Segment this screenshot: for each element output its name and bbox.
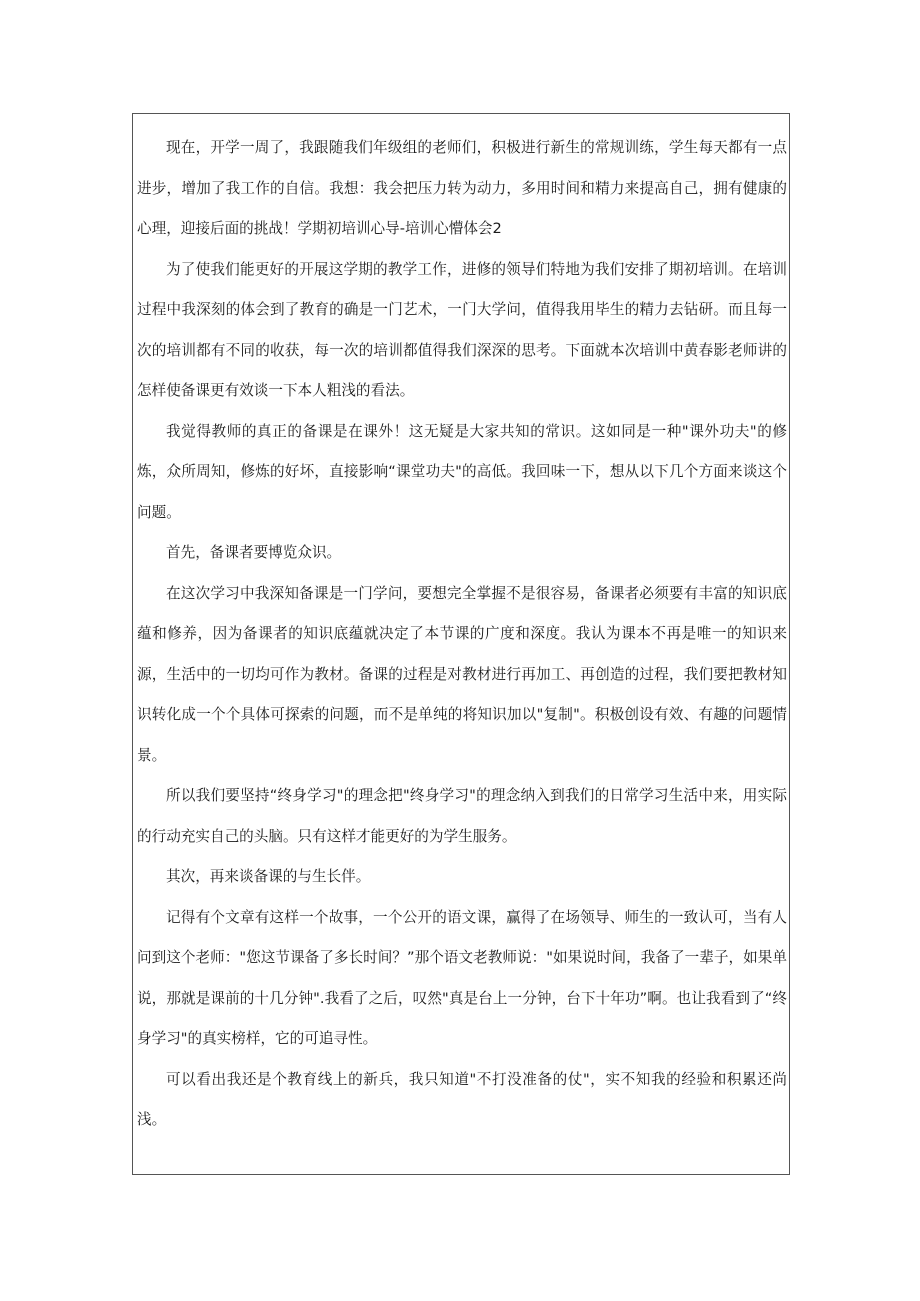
paragraph-9: 可以看出我还是个教育线上的新兵，我只知道"不打没准备的仗"，实不知我的经验和积累还尚浅。 [137, 1070, 787, 1128]
document-body [137, 128, 787, 1141]
paragraph-2: 为了使我们能更好的开展这学期的教学工作，进修的领导们特地为我们安排了期初培训。在培训过程中我深刻的体会到了教育的确是一门艺术，一门大学问，值得我用毕生的精力去钻研。而且每一次的培训都有不同的收获，每一次的培训都值得我们深深的思考。下面就本次培训中黄春影老师讲的怎样使备课更有效谈一下本人粗浅的看法。 [137, 260, 787, 399]
paragraph-6: 所以我们要坚持“终身学习"的理念把"终身学习"的理念纳入到我们的日常学习生活中来，用实际的行动充实自己的头脑。只有这样才能更好的为学生服务。 [137, 787, 787, 845]
paragraph-8: 记得有个文章有这样一个故事，一个公开的语文课，赢得了在场领导、师生的一致认可，当有人问到这个老师："您这节课备了多长时间？”那个语文老教师说："如果说时间，我备了一辈子，如果单说，那就是课前的十几分钟".我看了之后，叹然"真是台上一分钟，台下十年功”啊。也让我看到了“终身学习"的真实榜样，它的可追寻性。 [137, 908, 787, 1047]
paragraph-5: 在这次学习中我深知备课是一门学问，要想完全掌握不是很容易，备课者必须要有丰富的知识底蕴和修养，因为备课者的知识底蕴就决定了本节课的广度和深度。我认为课本不再是唯一的知识来源，生活中的一切均可作为教材。备课的过程是对教材进行再加工、再创造的过程，我们要把教材知识转化成一个个具体可探索的问题，而不是单纯的将知识加以"复制"。积极创设有效、有趣的问题情景。 [137, 584, 787, 764]
paragraph-1: 现在，开学一周了，我跟随我们年级组的老师们，积极进行新生的常规训练，学生每天都有一点进步，增加了我工作的自信。我想：我会把压力转为动力，多用时间和精力来提高自己，拥有健康的心理，迎接后面的挑战！学期初培训心导-培训心懵体会2 [137, 139, 787, 237]
paragraph-7: 其次，再来谈备课的与生长伴。 [166, 868, 371, 885]
paragraph-3: 我觉得教师的真正的备课是在课外！这无疑是大家共知的常识。这如同是一种"课外功夫"的修炼，众所周知，修炼的好坏，直接影响“课堂功夫"的高低。我回味一下，想从以下几个方面来谈这个问题。 [137, 422, 787, 521]
paragraph-4: 首先，备课者要博览众识。 [166, 544, 342, 561]
